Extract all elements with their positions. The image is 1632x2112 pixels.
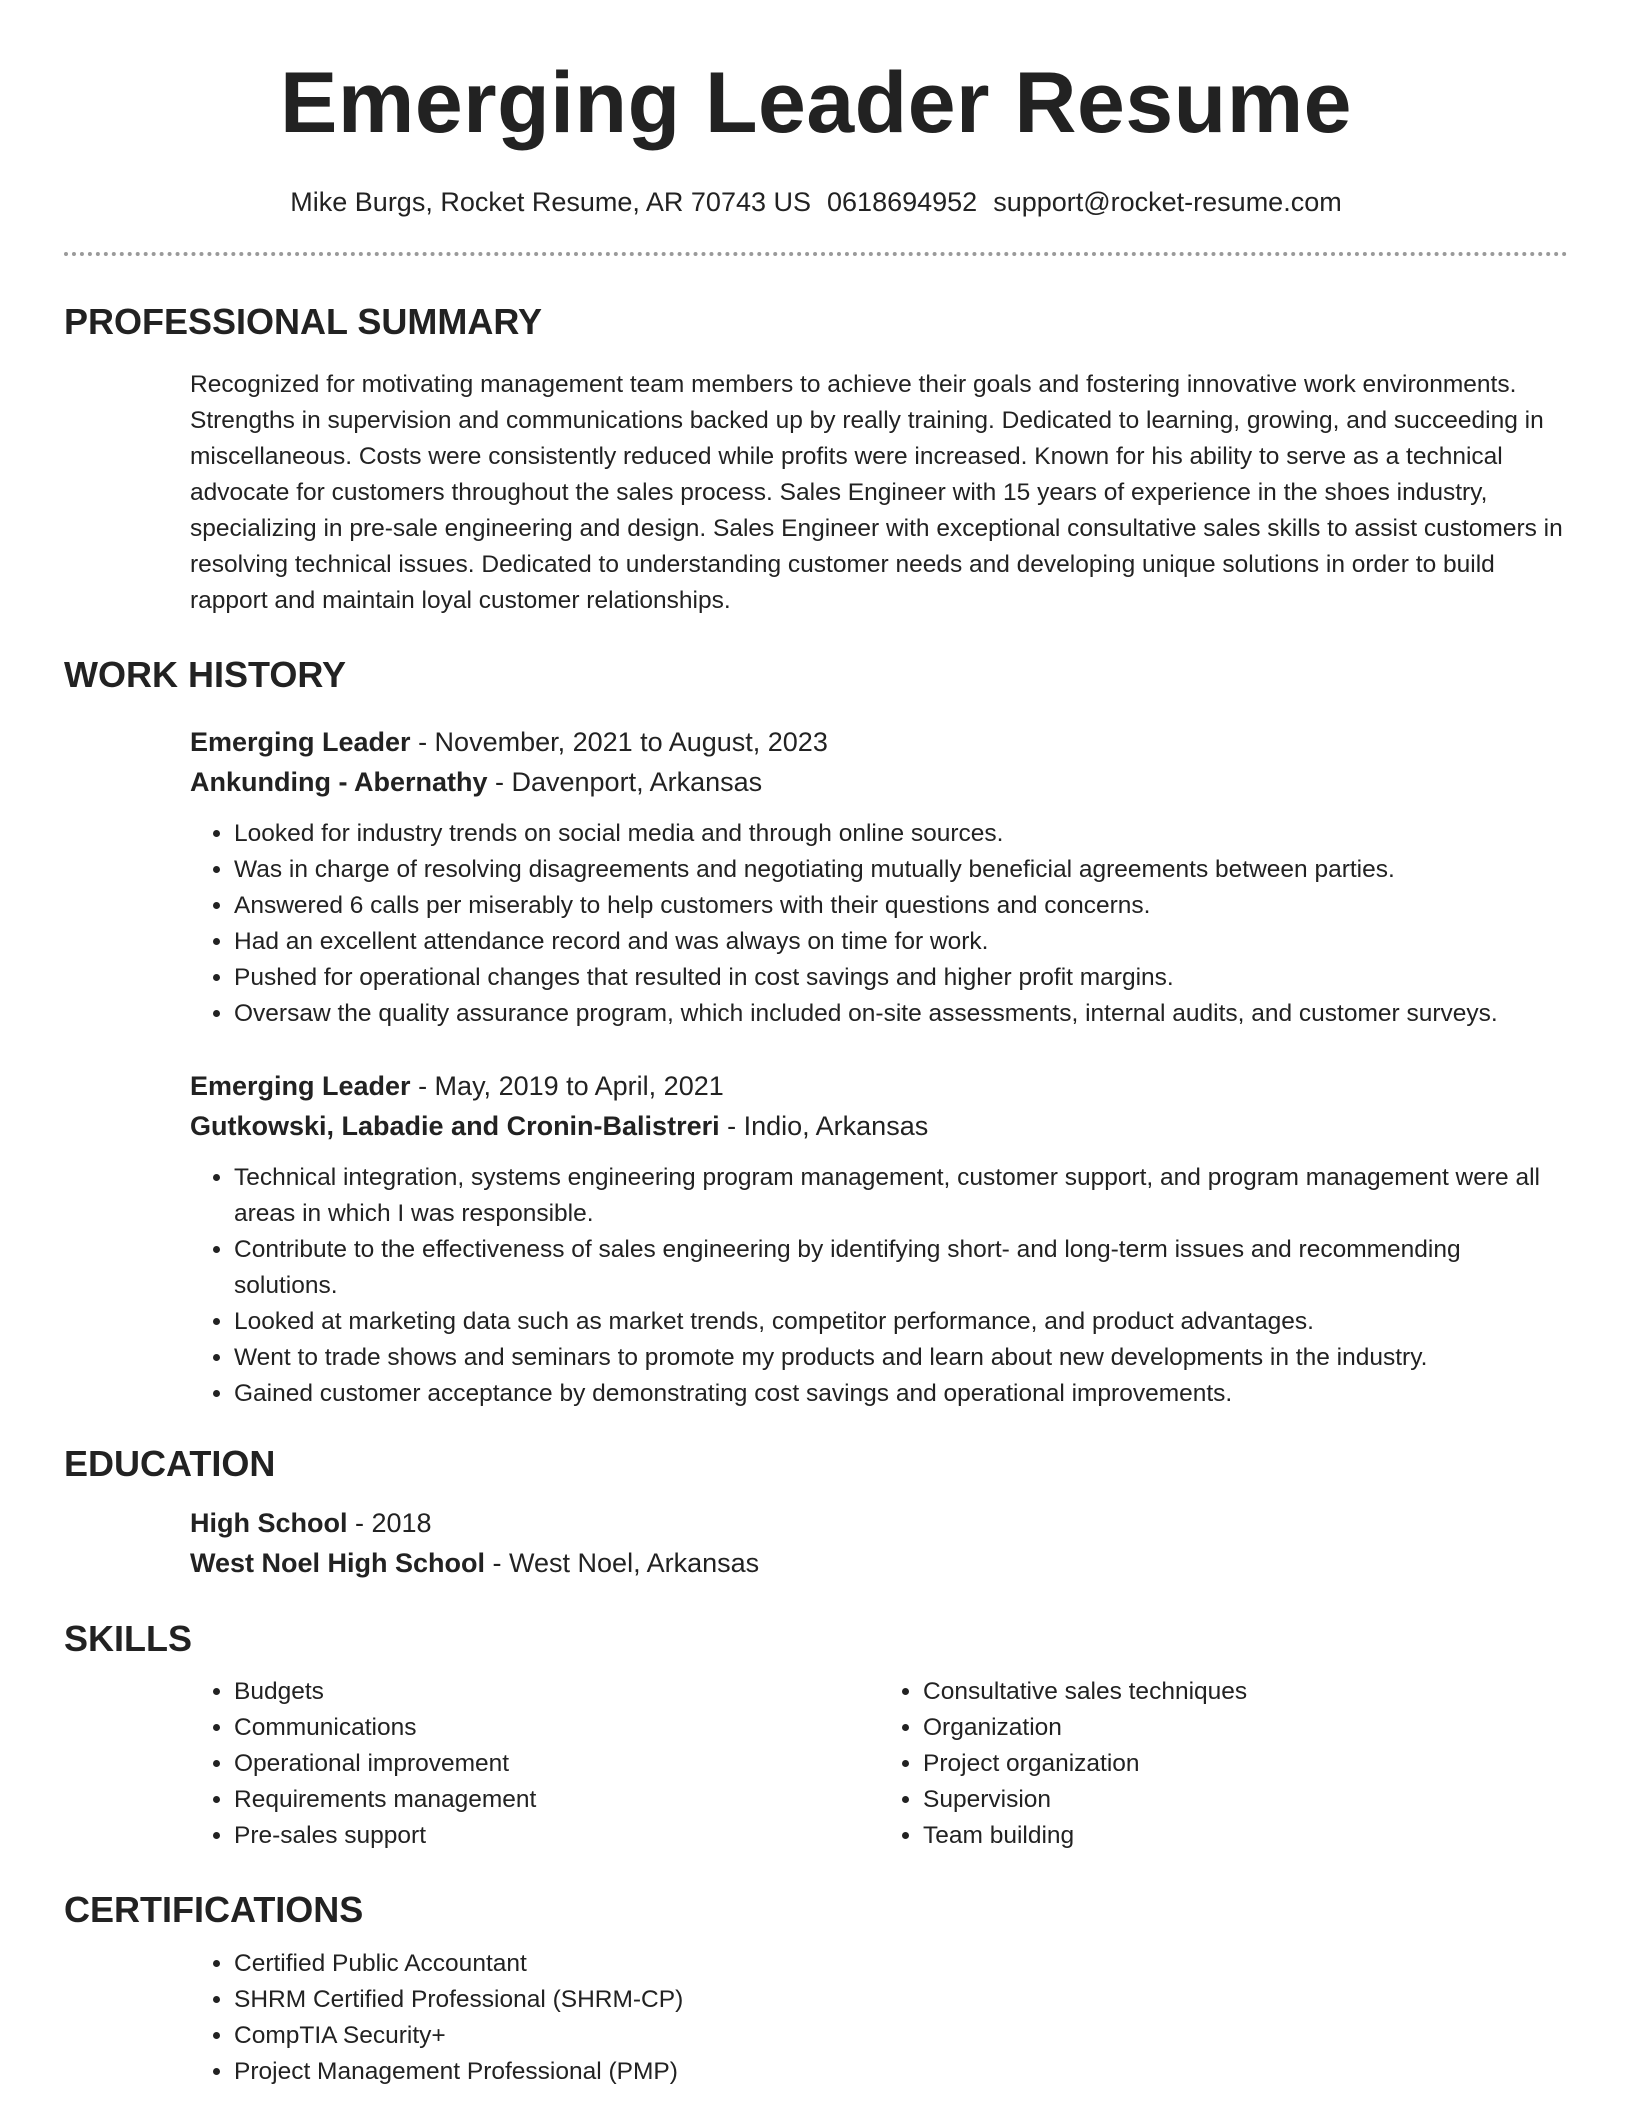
skills-heading: SKILLS <box>64 1618 193 1660</box>
education-degree: High School <box>190 1508 348 1539</box>
resume-header <box>0 0 1632 256</box>
summary-heading: PROFESSIONAL SUMMARY <box>64 300 543 342</box>
education-degree-line <box>190 1503 1568 1543</box>
education-location: - West Noel, Arkansas <box>485 1548 760 1579</box>
list-item: • Technical integration, systems engineering program management, customer support, and program management were all areas in which I was responsible. <box>234 1160 1568 1232</box>
education-school: West Noel High School <box>190 1548 486 1579</box>
skills-section <box>64 1617 1568 1854</box>
job-title-line <box>190 1066 1568 1106</box>
list-item: • Organization <box>923 1710 1568 1746</box>
job-bullets <box>190 816 1568 1032</box>
contact-email: support@rocket-resume.com <box>993 186 1342 217</box>
list-item: • Pushed for operational changes that resulted in cost savings and higher profit margins. <box>234 960 1568 996</box>
job-entry <box>190 722 1568 1032</box>
list-item: • Requirements management <box>234 1782 879 1818</box>
certifications-heading: CERTIFICATIONS <box>64 1889 364 1931</box>
work-history-heading: WORK HISTORY <box>64 653 347 695</box>
job-company-line <box>190 762 1568 802</box>
job-location: - Davenport, Arkansas <box>487 766 763 797</box>
contact-phone: 0618694952 <box>827 186 978 217</box>
list-item: • Had an excellent attendance record and was always on time for work. <box>234 924 1568 960</box>
list-item: • Contribute to the effectiveness of sales engineering by identifying short- and long-term issues and recommending solutions. <box>234 1232 1568 1304</box>
job-dates: - November, 2021 to August, 2023 <box>410 726 828 757</box>
contact-line <box>0 187 1632 218</box>
job-title-line <box>190 722 1568 762</box>
job-location: - Indio, Arkansas <box>719 1110 929 1141</box>
list-item: • Gained customer acceptance by demonstrating cost savings and operational improvements. <box>234 1376 1568 1412</box>
education-school-line <box>190 1543 1568 1583</box>
list-item: • Communications <box>234 1710 879 1746</box>
summary-section <box>64 300 1568 619</box>
list-item: • Answered 6 calls per miserably to help customers with their questions and concerns. <box>234 888 1568 924</box>
list-item: • Was in charge of resolving disagreements and negotiating mutually beneficial agreements between parties. <box>234 852 1568 888</box>
list-item: • Project organization <box>923 1746 1568 1782</box>
list-item: • Looked for industry trends on social media and through online sources. <box>234 816 1568 852</box>
list-item: • Pre-sales support <box>234 1818 879 1854</box>
list-item: • CompTIA Security+ <box>234 2018 1568 2054</box>
job-entry <box>190 1066 1568 1412</box>
work-history-section <box>64 653 1568 1412</box>
job-company: Ankunding - Abernathy <box>190 766 488 797</box>
list-item: • Team building <box>923 1818 1568 1854</box>
list-item: • Looked at marketing data such as market trends, competitor performance, and product advantages. <box>234 1304 1568 1340</box>
list-item: • Oversaw the quality assurance program, which included on-site assessments, internal audits, and customer surveys. <box>234 996 1568 1032</box>
job-dates: - May, 2019 to April, 2021 <box>410 1070 724 1101</box>
list-item: • Consultative sales techniques <box>923 1674 1568 1710</box>
education-section <box>64 1442 1568 1583</box>
certifications-section <box>64 1888 1568 2089</box>
contact-address: Mike Burgs, Rocket Resume, AR 70743 US <box>290 186 812 217</box>
job-title: Emerging Leader <box>190 1070 411 1101</box>
list-item: • Supervision <box>923 1782 1568 1818</box>
skills-right-column <box>879 1674 1568 1854</box>
job-company: Gutkowski, Labadie and Cronin-Balistreri <box>190 1110 720 1141</box>
education-heading: EDUCATION <box>64 1442 276 1484</box>
skills-left-column <box>190 1674 879 1854</box>
list-item: • Went to trade shows and seminars to promote my products and learn about new developments in the industry. <box>234 1340 1568 1376</box>
job-bullets <box>190 1160 1568 1412</box>
page-title: Emerging Leader Resume <box>279 55 1353 151</box>
summary-text: Recognized for motivating management team members to achieve their goals and fostering innovative work environments. Strengths in supervision and communications backed up by really training. Dedicated to learning, growing, and succeeding in miscellaneous. Costs were consistently reduced while profits were increased. Known for his ability to serve as a technical advocate for customers throughout the sales process. Sales Engineer with 15 years of experience in the shoes industry, specializing in pre-sale engineering and design. Sales Engineer with exceptional consultative sales skills to assist customers in resolving technical issues. Dedicated to understanding customer needs and developing unique solutions in order to build rapport and maintain loyal customer relationships. <box>190 370 1563 614</box>
list-item: • Certified Public Accountant <box>234 1946 1568 1982</box>
list-item: • Project Management Professional (PMP) <box>234 2054 1568 2090</box>
header-divider <box>64 252 1568 256</box>
list-item: • SHRM Certified Professional (SHRM-CP) <box>234 1982 1568 2018</box>
education-year: - 2018 <box>347 1508 432 1539</box>
list-item: • Operational improvement <box>234 1746 879 1782</box>
list-item: • Budgets <box>234 1674 879 1710</box>
job-title: Emerging Leader <box>190 726 411 757</box>
skills-grid <box>190 1674 1568 1854</box>
certifications-list <box>190 1946 1568 2090</box>
job-company-line <box>190 1106 1568 1146</box>
